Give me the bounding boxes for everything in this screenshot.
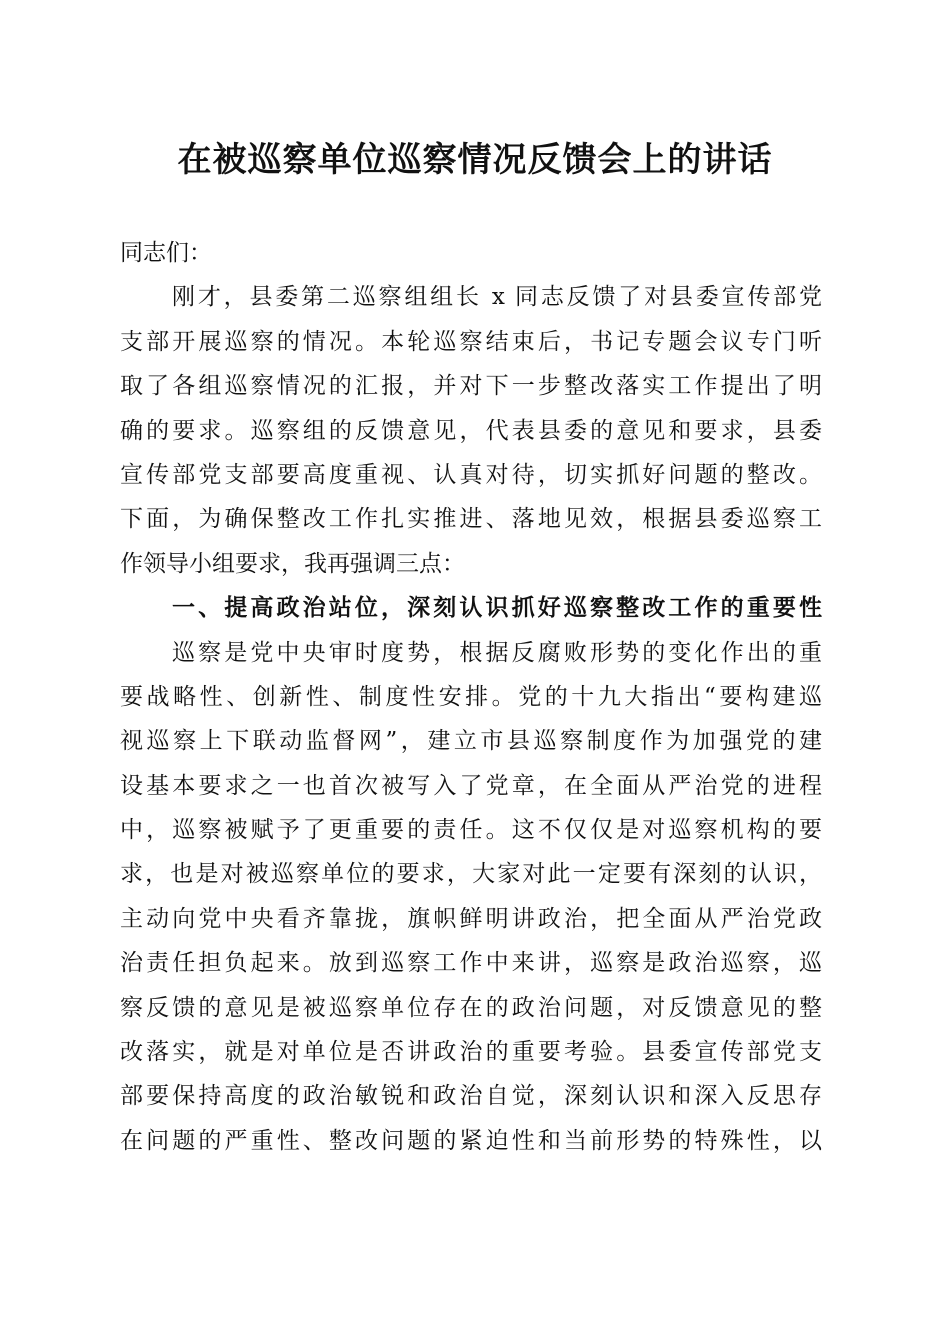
- salutation: 同志们：: [120, 240, 212, 266]
- section-heading-1: 一、提高政治站位，深刻认识抓好巡察整改工作的重要性: [172, 594, 822, 622]
- paragraph-line: 设基本要求之一也首次被写入了党章，在全面从严治党的进程: [120, 772, 822, 799]
- paragraph-line: 改落实，就是对单位是否讲政治的重要考验。县委宣传部党支: [120, 1039, 822, 1066]
- paragraph-1: [120, 275, 822, 586]
- paragraph-line: 下面，为确保整改工作扎实推进、落地见效，根据县委巡察工: [120, 506, 822, 533]
- paragraph-line: 确的要求。巡察组的反馈意见，代表县委的意见和要求，县委: [120, 417, 822, 444]
- paragraph-line: 中，巡察被赋予了更重要的责任。这不仅仅是对巡察机构的要: [120, 817, 822, 844]
- paragraph-2: [120, 631, 822, 1164]
- paragraph-line: 主动向党中央看齐靠拢，旗帜鲜明讲政治，把全面从严治党政: [120, 905, 822, 932]
- paragraph-line: 视巡察上下联动监督网”，建立市县巡察制度作为加强党的建: [120, 728, 822, 755]
- paragraph-line: 求，也是对被巡察单位的要求，大家对此一定要有深刻的认识，: [120, 861, 822, 888]
- document-title: 在被巡察单位巡察情况反馈会上的讲话: [177, 140, 773, 180]
- paragraph-line: 要战略性、创新性、制度性安排。党的十九大指出“要构建巡: [120, 683, 822, 710]
- paragraph-line: 支部开展巡察的情况。本轮巡察结束后，书记专题会议专门听: [120, 328, 822, 355]
- paragraph-line: 作领导小组要求，我再强调三点：: [120, 550, 465, 577]
- paragraph-line: 巡察是党中央审时度势，根据反腐败形势的变化作出的重: [172, 639, 822, 666]
- document-body: [120, 231, 822, 1163]
- paragraph-line: 在问题的严重性、整改问题的紧迫性和当前形势的特殊性，以: [120, 1127, 822, 1154]
- paragraph-line: 宣传部党支部要高度重视、认真对待，切实抓好问题的整改。: [120, 461, 822, 488]
- paragraph-line: 刚才，县委第二巡察组组长 x 同志反馈了对县委宣传部党: [172, 284, 822, 311]
- paragraph-line: 察反馈的意见是被巡察单位存在的政治问题，对反馈意见的整: [120, 994, 822, 1021]
- paragraph-line: 部要保持高度的政治敏锐和政治自觉，深刻认识和深入反思存: [120, 1083, 822, 1110]
- paragraph-line: 治责任担负起来。放到巡察工作中来讲，巡察是政治巡察，巡: [120, 950, 822, 977]
- paragraph-line: 取了各组巡察情况的汇报，并对下一步整改落实工作提出了明: [120, 373, 822, 400]
